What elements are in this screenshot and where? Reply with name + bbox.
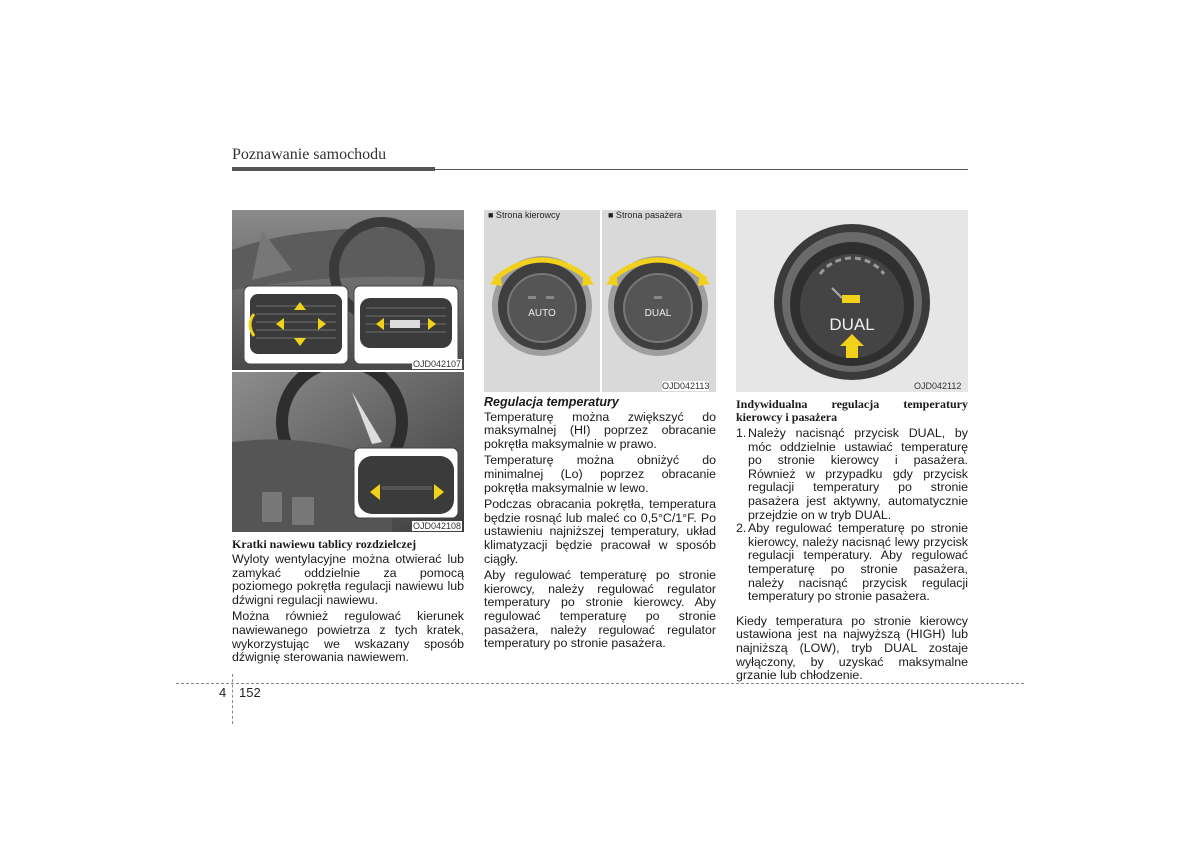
dual-heading: Indywidualna regulacja temperatury kierowcy i pasażera — [736, 397, 968, 424]
figure-code-4: OJD042112 — [914, 381, 962, 391]
left-column-text — [232, 538, 464, 668]
label-passenger-side: ■ Strona pasażera — [608, 210, 682, 220]
figure-code-2: OJD042108 — [413, 521, 462, 531]
footer-dashed-line — [176, 683, 1024, 684]
vents-paragraph-2: Można również regulować kierunek nawiewanego powietrza z tych kratek, wykorzystując we wskazany sposób dźwignię sterowania nawiewem. — [232, 609, 464, 665]
auto-knob-label: AUTO — [528, 308, 556, 319]
temperature-knobs-figure — [484, 210, 716, 392]
interior-center-vent-figure — [232, 372, 464, 532]
dual-steps-list — [736, 427, 968, 604]
dual-paragraph: Kiedy temperatura po stronie kierowcy ustawiona jest na najwyższą (HIGH) lub najniższą (LOW), tryb DUAL zostaje wyłączony, by uzyskać maksymalne grzanie lub chłodzenie. — [736, 613, 968, 683]
figure-code-3: OJD042113 — [662, 381, 710, 391]
temperature-paragraph-3: Podczas obracania pokrętła, temperatura będzie rosnąć lub maleć co 0,5°C/1°F. Po ustawieniu najniższej temperatury, układ klimatyzacji będzie pracował w sposób ciągły. — [484, 497, 716, 566]
dual-step-2-number: 2. — [736, 521, 747, 536]
dual-step-1-text: Należy nacisnąć przycisk DUAL, by móc oddzielnie ustawiać temperaturę po stronie kierowcy i pasażera. Również w przypadku gdy przycisk regulacji temperatury po stronie pasażera jest aktywny, automatycznie przejdzie on w tryb DUAL. — [748, 426, 968, 522]
dashboard-vents-figure — [232, 210, 464, 370]
temperature-paragraph-4: Aby regulować temperaturę po stronie kierowcy, należy regulować regulator temperatury po stronie kierowcy. Aby regulować temperaturę po stronie pasażera, należy regulować regulator temperatury po stronie pasażera. — [484, 568, 716, 651]
header-rule-thick — [232, 167, 435, 171]
dual-knob-label: DUAL — [644, 308, 672, 319]
page-number: 152 — [239, 685, 261, 700]
dual-step-1-number: 1. — [736, 426, 747, 440]
footer-dashed-divider — [232, 674, 233, 724]
right-column-text — [736, 398, 968, 686]
page-header-title: Poznawanie samochodu — [232, 146, 387, 163]
temperature-paragraph-2: Temperaturę można obniżyć do minimalnej (Lo) poprzez obracanie pokrętła maksymalnie w lewo. — [484, 453, 716, 495]
dual-button-figure — [736, 210, 968, 392]
temperature-paragraph-1: Temperaturę można zwiększyć do maksymalnej (HI) poprzez obracanie pokrętła maksymalnie w prawo. — [484, 409, 716, 451]
vents-heading: Kratki nawiewu tablicy rozdzielczej — [232, 537, 417, 551]
middle-column-text — [484, 396, 716, 654]
dual-step-1 — [736, 427, 968, 522]
header-rule-thin — [435, 169, 968, 170]
temperature-heading: Regulacja temperatury — [484, 395, 619, 409]
figure-code-1: OJD042107 — [413, 359, 462, 369]
dual-button-label: DUAL — [829, 315, 875, 334]
dual-step-2 — [736, 522, 968, 604]
dual-step-2-text: Aby regulować temperaturę po stronie kierowcy, należy nacisnąć lewy przycisk regulacji temperatury. Aby regulować temperaturę po stronie pasażera, należy nacisnąć przycisk regulacji temperatury po stronie pasażera. — [748, 521, 968, 604]
section-number: 4 — [219, 685, 227, 700]
label-driver-side: ■ Strona kierowcy — [488, 210, 560, 220]
vents-paragraph-1: Wyloty wentylacyjne można otwierać lub zamykać oddzielnie za pomocą poziomego pokrętła regulacji nawiewu lub dźwigni regulacji nawiewu. — [232, 552, 464, 607]
